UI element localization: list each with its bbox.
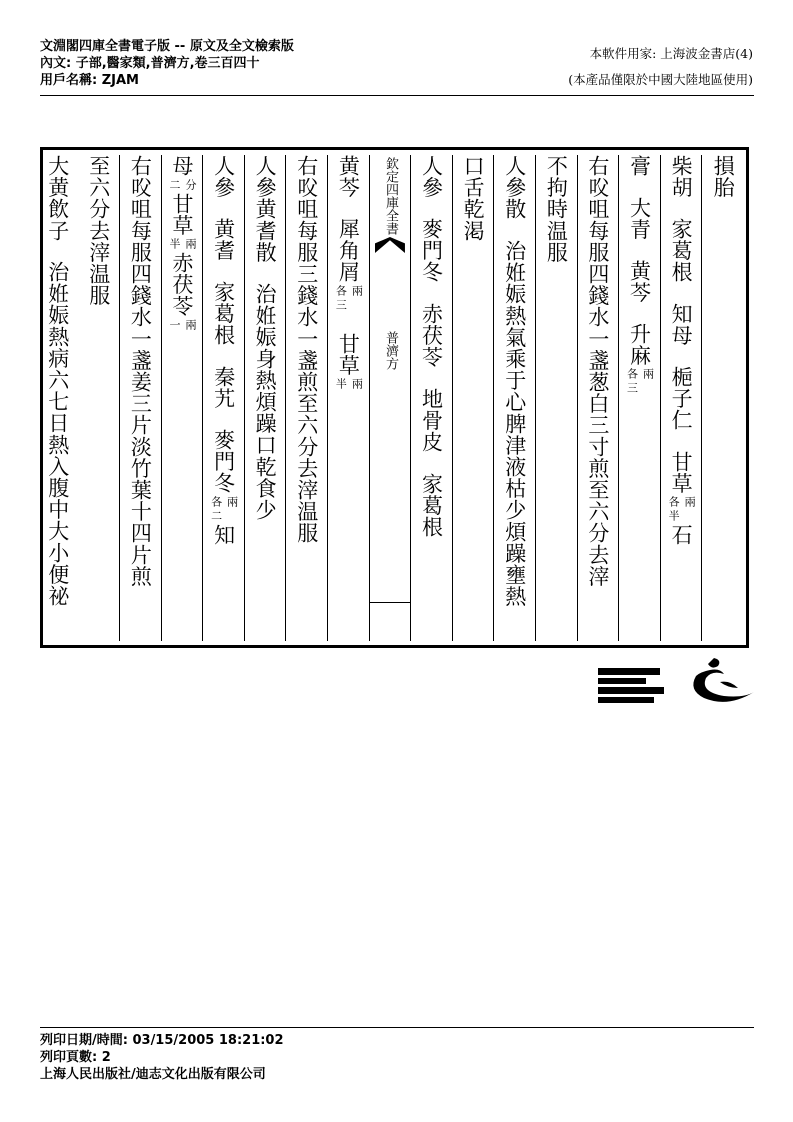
text-segment: 家葛根 bbox=[669, 218, 694, 284]
interlinear-note bbox=[168, 179, 196, 193]
text-segment: 家葛根 bbox=[211, 281, 236, 347]
text-column bbox=[120, 155, 162, 641]
text-segment: 治姙娠身熱煩躁口乾食少 bbox=[253, 283, 278, 521]
header-content-path: 內文: 子部,醫家類,普濟方,卷三百四十 bbox=[40, 56, 260, 71]
interlinear-note bbox=[168, 238, 196, 252]
text-segment: 治姙娠熱病六七日熱入腹中大小便祕 bbox=[45, 261, 70, 608]
text-segment: 甘草 bbox=[169, 192, 194, 236]
text-segment: 口舌乾渇 bbox=[461, 155, 486, 242]
interlinear-note bbox=[210, 496, 238, 524]
text-segment: 大青 bbox=[627, 196, 652, 240]
text-segment: 至六分去滓温服 bbox=[86, 155, 111, 307]
text-segment: 知 bbox=[211, 524, 236, 546]
text-segment: 人參黄耆散 bbox=[253, 155, 278, 263]
text-segment: 甘草 bbox=[336, 333, 361, 377]
text-column bbox=[328, 155, 370, 641]
header-title: 文淵閣四庫全書電子版 -- 原文及全文檢索版 bbox=[40, 39, 294, 54]
text-column bbox=[162, 155, 204, 641]
text-segment: 赤茯苓 bbox=[419, 303, 444, 368]
text-column bbox=[619, 155, 661, 641]
banner bbox=[370, 155, 411, 641]
note-text: 各三 bbox=[625, 368, 639, 397]
text-segment: 母 bbox=[169, 155, 194, 177]
header-rule bbox=[40, 95, 754, 96]
text-segment: 大黄飲子 bbox=[45, 155, 70, 242]
text-segment: 柴胡 bbox=[669, 155, 694, 199]
print-datetime: 列印日期/時間: 03/15/2005 18:21:02 bbox=[40, 1033, 284, 1048]
text-segment: 膏 bbox=[627, 155, 652, 177]
text-segment: 秦艽 bbox=[211, 366, 236, 410]
text-segment: 麥門冬 bbox=[211, 429, 236, 495]
text-segment: 麥門冬 bbox=[419, 218, 444, 284]
text-segment: 石 bbox=[669, 524, 694, 546]
text-segment: 右㕮咀每服三錢水一盞煎至六分去滓温服 bbox=[294, 155, 319, 544]
header-info bbox=[40, 38, 294, 89]
publisher-logo bbox=[596, 654, 756, 714]
interlinear-note bbox=[334, 378, 362, 392]
text-segment: 梔子仁 bbox=[669, 366, 694, 432]
center-banner-column bbox=[370, 155, 412, 641]
header-username: 用戶名稱: ZJAM bbox=[40, 73, 139, 88]
note-text: 兩 bbox=[225, 496, 239, 511]
text-segment: 損胎 bbox=[711, 155, 736, 199]
note-text: 分 bbox=[183, 178, 197, 193]
text-segment: 治姙娠熱氣乘于心脾津液枯少煩躁壅熱 bbox=[502, 239, 527, 608]
text-segment: 赤茯苓 bbox=[169, 251, 194, 317]
text-segment: 不拘時温服 bbox=[544, 155, 569, 263]
text-columns bbox=[45, 155, 744, 641]
note-text: 兩 bbox=[641, 368, 655, 383]
text-column bbox=[245, 155, 287, 641]
text-column bbox=[37, 155, 79, 641]
print-page-count: 列印頁數: 2 bbox=[40, 1050, 111, 1065]
text-segment: 犀角屑 bbox=[336, 218, 361, 284]
interlinear-note bbox=[168, 319, 196, 333]
text-segment: 黄耆 bbox=[211, 218, 236, 262]
note-text: 兩 bbox=[183, 237, 197, 252]
note-text: 半 bbox=[334, 378, 348, 393]
text-column bbox=[494, 155, 536, 641]
text-column bbox=[702, 155, 744, 641]
note-text: 兩 bbox=[350, 285, 364, 300]
text-segment: 黄芩 bbox=[627, 259, 652, 304]
interlinear-note bbox=[334, 285, 362, 313]
text-column bbox=[286, 155, 328, 641]
note-text: 二 bbox=[167, 178, 181, 193]
license-region: (本產品僅限於中國大陸地區使用) bbox=[568, 72, 753, 87]
text-segment: 家葛根 bbox=[419, 472, 444, 538]
note-text: 半 bbox=[167, 237, 181, 252]
note-text: 一 bbox=[167, 318, 181, 333]
text-segment: 右㕮咀每服四錢水一盞姜三片淡竹葉十四片煎 bbox=[128, 155, 153, 587]
note-text: 兩 bbox=[183, 318, 197, 333]
text-segment: 甘草 bbox=[669, 451, 694, 495]
note-text: 各二 bbox=[209, 496, 223, 525]
note-text: 各三 bbox=[334, 285, 348, 314]
banner-book-name: 普濟方 bbox=[382, 331, 398, 370]
note-text: 兩 bbox=[683, 496, 697, 511]
text-segment: 右㕮咀每服四錢水一盞葱白三寸煎至六分去滓 bbox=[585, 155, 610, 587]
publisher-names: 上海人民出版社/迪志文化出版有限公司 bbox=[40, 1067, 266, 1082]
interlinear-note bbox=[667, 496, 695, 524]
text-column bbox=[536, 155, 578, 641]
text-column bbox=[411, 155, 453, 641]
note-text: 兩 bbox=[350, 378, 364, 393]
text-column bbox=[661, 155, 703, 641]
text-column bbox=[79, 155, 121, 641]
text-column bbox=[203, 155, 245, 641]
text-segment: 升麻 bbox=[627, 323, 652, 367]
license-user: 本軟件用家: 上海波金書店(4) bbox=[589, 46, 753, 61]
text-column bbox=[578, 155, 620, 641]
banner-title: 欽定四庫全書 bbox=[382, 157, 398, 235]
footer-info bbox=[40, 1032, 284, 1083]
text-column bbox=[453, 155, 495, 641]
text-segment: 知母 bbox=[669, 303, 694, 347]
text-page-frame bbox=[40, 147, 749, 648]
text-segment: 人參 bbox=[211, 155, 236, 199]
text-segment: 地骨皮 bbox=[419, 387, 444, 453]
fish-tail-mark-icon bbox=[375, 237, 405, 253]
note-text: 各半 bbox=[667, 496, 681, 525]
footer-rule bbox=[40, 1027, 754, 1028]
text-segment: 黄芩 bbox=[336, 155, 361, 199]
text-segment: 人參散 bbox=[502, 155, 527, 220]
interlinear-note bbox=[626, 368, 654, 396]
banner-rule bbox=[370, 602, 411, 603]
text-segment: 人參 bbox=[419, 155, 444, 199]
header-license bbox=[568, 41, 753, 93]
